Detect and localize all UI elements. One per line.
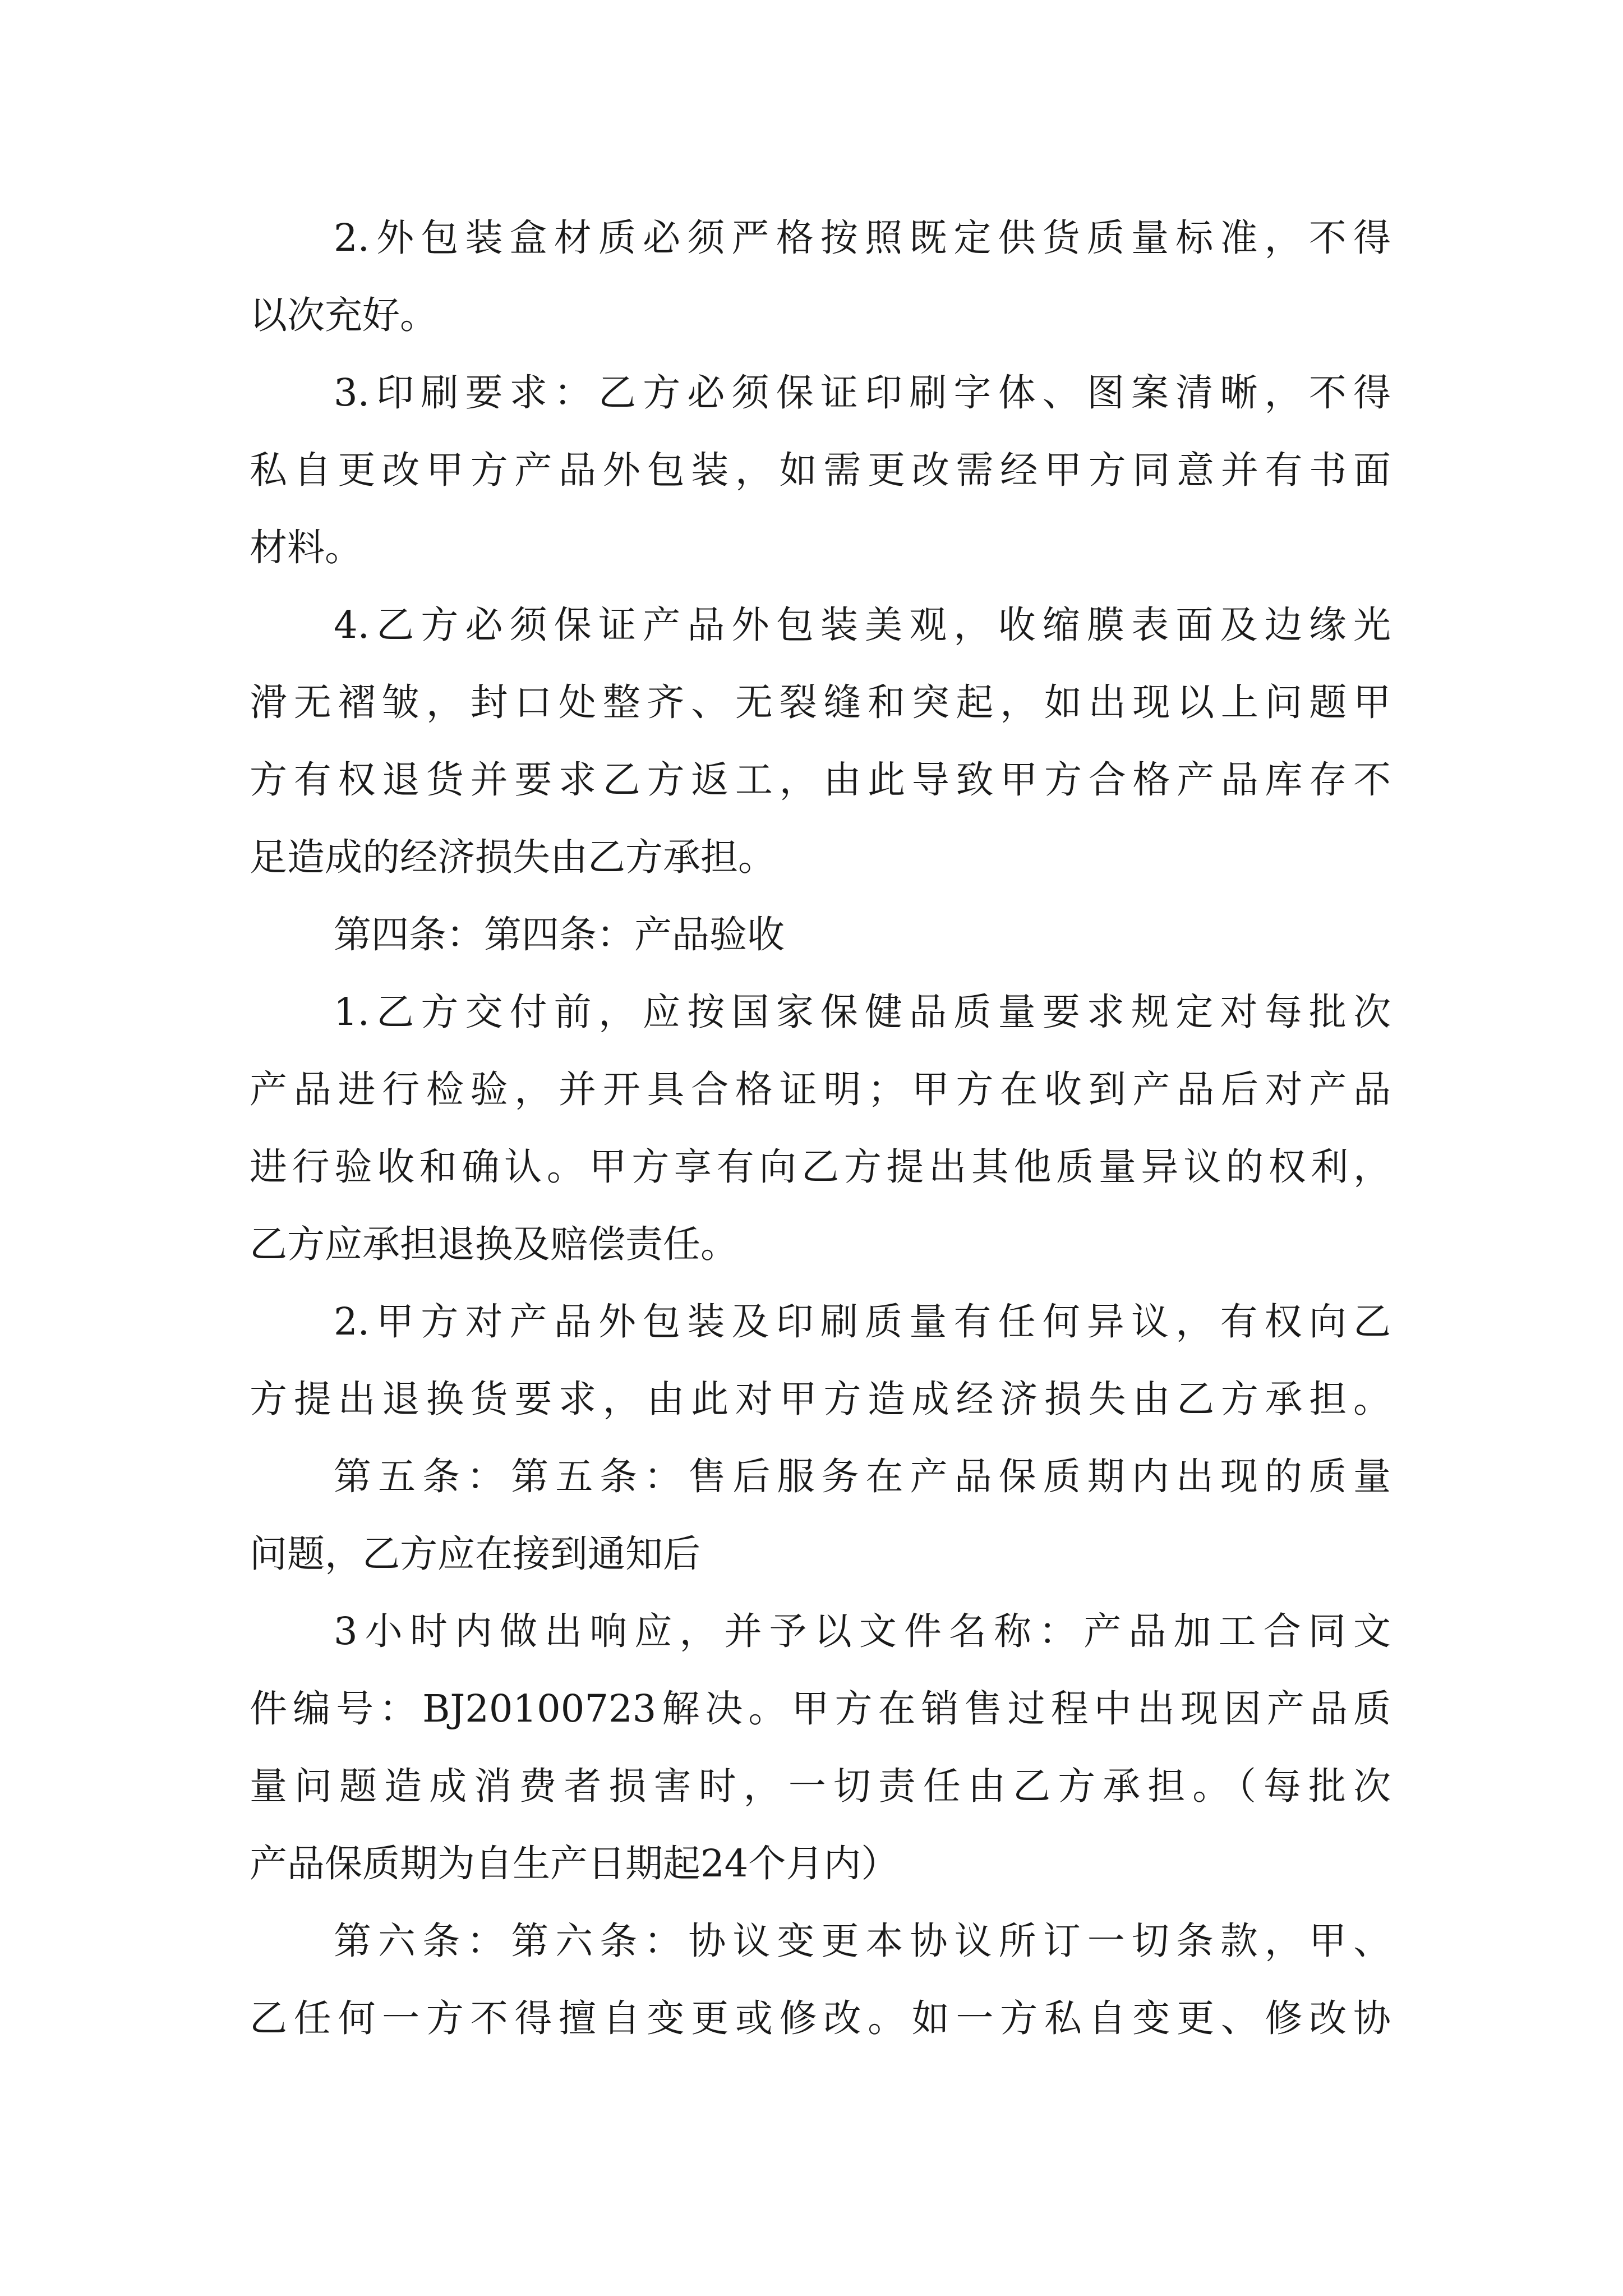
text-line: 3.印刷要求：乙方必须保证印刷字体、图案清晰，不得 (334, 371, 1391, 415)
text-line: 材料。 (250, 526, 362, 569)
text-line: 产品保质期为自生产日期起24个月内） (250, 1842, 899, 1885)
text-line: 足造成的经济损失由乙方承担。 (250, 835, 776, 879)
text-line: 1.乙方交付前，应按国家保健品质量要求规定对每批次 (334, 990, 1391, 1034)
section-heading: 第六条：第六条：协议变更本协议所订一切条款，甲、 (334, 1919, 1391, 1963)
document-body (250, 199, 1391, 2057)
text-line: 4.乙方必须保证产品外包装美观，收缩膜表面及边缘光 (334, 603, 1391, 647)
text-line: 私自更改甲方产品外包装，如需更改需经甲方同意并有书面 (250, 448, 1391, 492)
text-line: 2.甲方对产品外包装及印刷质量有任何异议，有权向乙 (334, 1300, 1391, 1343)
text-line: 2.外包装盒材质必须严格按照既定供货质量标准，不得 (334, 216, 1391, 260)
text-line: 件编号：BJ20100723解决。甲方在销售过程中出现因产品质 (250, 1687, 1391, 1731)
text-line: 方提出退换货要求，由此对甲方造成经济损失由乙方承担。 (250, 1377, 1391, 1421)
text-line: 乙任何一方不得擅自变更或修改。如一方私自变更、修改协 (250, 1996, 1391, 2040)
text-line: 乙方应承担退换及赔偿责任。 (250, 1222, 738, 1266)
text-line: 3小时内做出响应，并予以文件名称：产品加工合同文 (334, 1609, 1391, 1653)
text-line: 滑无褶皱，封口处整齐、无裂缝和突起，如出现以上问题甲 (250, 680, 1391, 724)
section-heading: 第五条：第五条：售后服务在产品保质期内出现的质量 (334, 1455, 1391, 1498)
text-line: 方有权退货并要求乙方返工，由此导致甲方合格产品库存不 (250, 758, 1391, 802)
text-line: 进行验收和确认。甲方享有向乙方提出其他质量异议的权利， (250, 1145, 1391, 1189)
text-line: 产品进行检验，并开具合格证明；甲方在收到产品后对产品 (250, 1068, 1391, 1111)
section-heading: 第四条：第四条：产品验收 (334, 913, 785, 956)
text-line: 问题，乙方应在接到通知后 (250, 1532, 700, 1576)
text-line: 以次充好。 (250, 293, 437, 337)
text-line: 量问题造成消费者损害时，一切责任由乙方承担。（每批次 (250, 1764, 1391, 1808)
